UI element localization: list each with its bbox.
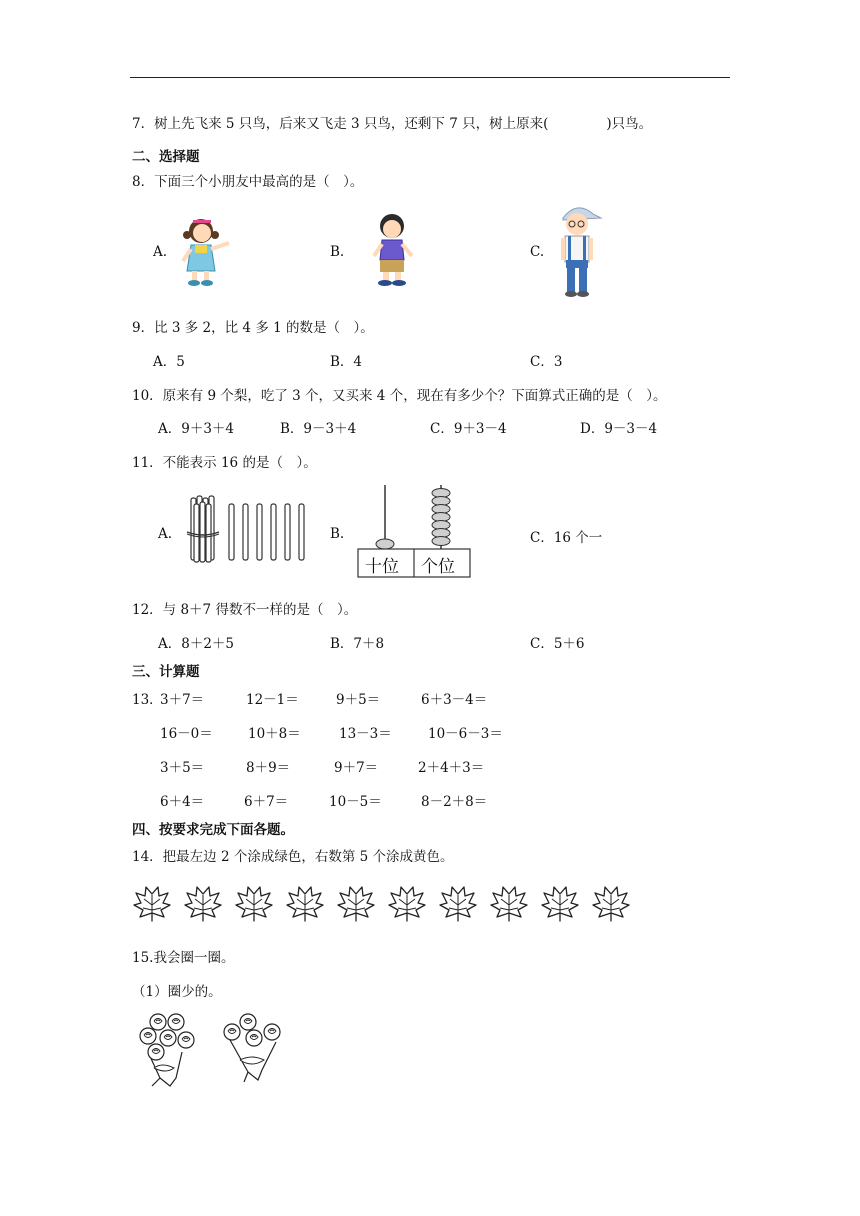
- section-4-title: 四、按要求完成下面各题。: [132, 822, 294, 838]
- top-rule: [130, 77, 730, 78]
- calc-item[interactable]: 6＋3－4＝: [421, 692, 488, 708]
- q10-option-b[interactable]: B．9－3＋4: [280, 421, 357, 437]
- q12-option-a[interactable]: A．8＋2＋5: [158, 636, 235, 652]
- calc-item[interactable]: 6＋4＝: [160, 794, 205, 810]
- question-15-part-1: （1）圈少的。: [132, 984, 222, 1000]
- calc-item[interactable]: 13－3＝: [339, 726, 392, 742]
- calc-item[interactable]: 6＋7＝: [244, 794, 289, 810]
- calc-item[interactable]: 9＋5＝: [336, 692, 381, 708]
- question-8: 8．下面三个小朋友中最高的是（ ）。: [132, 174, 364, 190]
- q8-option-c[interactable]: C.: [530, 244, 545, 260]
- q8-option-a[interactable]: A.: [153, 244, 168, 260]
- question-11: 11．不能表示 16 的是（ ）。: [132, 455, 317, 471]
- q8-option-b[interactable]: B.: [330, 244, 345, 260]
- abacus-tens-label: 十位: [365, 557, 399, 577]
- q11-option-c[interactable]: C．16 个一: [530, 530, 603, 546]
- leaf-row: [132, 883, 642, 927]
- question-12: 12．与 8＋7 得数不一样的是（ ）。: [132, 602, 358, 618]
- abacus-picture: [357, 483, 471, 579]
- counting-sticks-picture: [185, 492, 315, 564]
- section-2-title: 二、选择题: [132, 149, 200, 165]
- abacus-ones-label: 个位: [421, 557, 455, 577]
- question-7: [132, 112, 652, 132]
- q12-option-c[interactable]: C．5＋6: [530, 636, 585, 652]
- q11-option-b[interactable]: B.: [330, 526, 345, 542]
- question-10: 10．原来有 9 个梨，吃了 3 个，又买来 4 个，现在有多少个？下面算式正确的是（ ）。: [132, 388, 667, 404]
- question-9: 9．比 3 多 2，比 4 多 1 的数是（ ）。: [132, 320, 374, 336]
- question-7-text: 7．树上先飞来 5 只鸟，后来又飞走 3 只鸟，还剩下 7 只，树上原来(: [132, 116, 549, 132]
- question-7-end: )只鸟。: [606, 116, 653, 132]
- q10-option-d[interactable]: D．9－3－4: [580, 421, 658, 437]
- calc-item[interactable]: 8－2＋8＝: [421, 794, 488, 810]
- bouquet-five-roses: [130, 1008, 200, 1088]
- q11-option-a[interactable]: A.: [158, 526, 173, 542]
- calc-item[interactable]: 10＋8＝: [248, 726, 301, 742]
- q10-option-a[interactable]: A．9＋3＋4: [158, 421, 235, 437]
- q9-option-a[interactable]: A．5: [153, 354, 185, 370]
- question-13-label: 13．: [132, 692, 163, 708]
- section-3-title: 三、计算题: [132, 664, 200, 680]
- calc-item[interactable]: 10－5＝: [329, 794, 382, 810]
- q10-option-c[interactable]: C．9＋3－4: [430, 421, 507, 437]
- boy-picture: [370, 210, 414, 288]
- tall-boy-picture: [553, 200, 605, 298]
- calc-item[interactable]: 8＋9＝: [246, 760, 291, 776]
- calc-item[interactable]: 16－0＝: [160, 726, 213, 742]
- calc-item[interactable]: 10－6－3＝: [428, 726, 503, 742]
- q9-option-c[interactable]: C．3: [530, 354, 563, 370]
- calc-item[interactable]: 3＋7＝: [160, 692, 205, 708]
- calc-item[interactable]: 2＋4＋3＝: [418, 760, 485, 776]
- question-15: 15.我会圈一圈。: [132, 950, 235, 966]
- calc-item[interactable]: 9＋7＝: [334, 760, 379, 776]
- question-14: 14．把最左边 2 个涂成绿色，右数第 5 个涂成黄色。: [132, 849, 454, 865]
- calc-item[interactable]: 12－1＝: [246, 692, 299, 708]
- q9-option-b[interactable]: B．4: [330, 354, 363, 370]
- bouquet-four-roses: [218, 1010, 288, 1084]
- q12-option-b[interactable]: B．7＋8: [330, 636, 385, 652]
- calc-item[interactable]: 3＋5＝: [160, 760, 205, 776]
- girl-picture: [175, 215, 235, 287]
